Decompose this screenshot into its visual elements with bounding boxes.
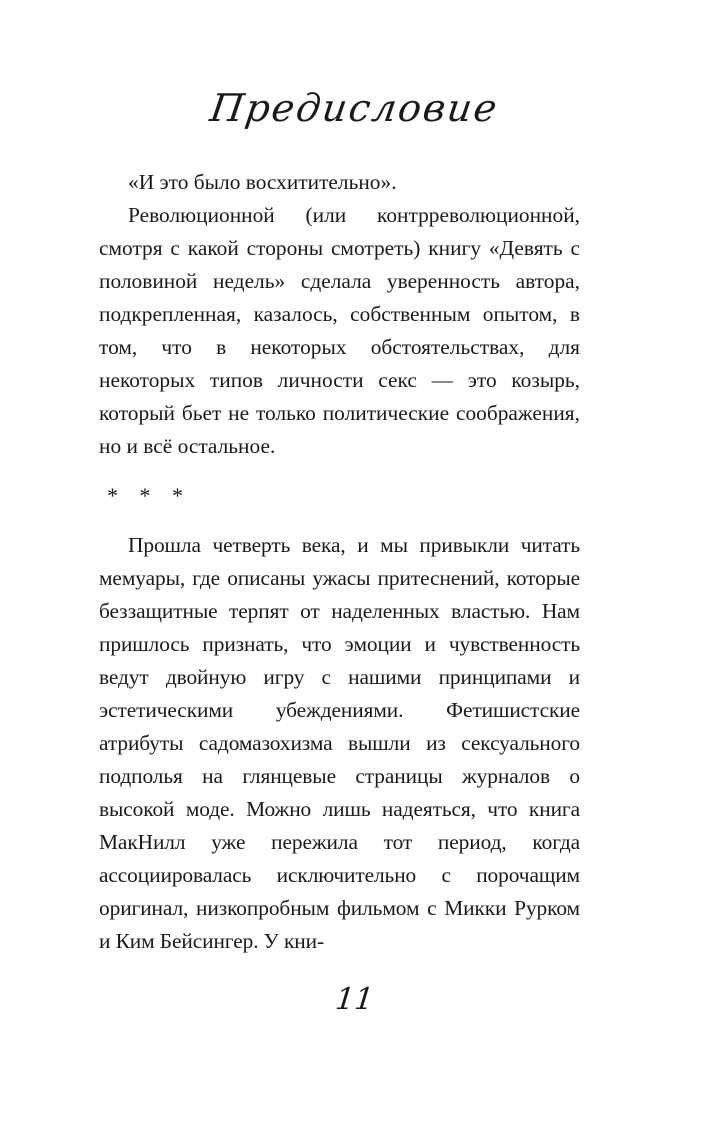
paragraph-quarter-century: Прошла четверть века, и мы привыкли читать мемуары, где описаны ужасы притеснений, которые беззащитные терпят от наделенных властью. Нам пришлось признать, что эмоции и чувственность ведут двойную игру с нашими принципами и эстетическими убеждениями. Фетишистские атрибуты садомазохизма вышли из сексуального подполья на глянцевые страницы журналов о высокой моде. Можно лишь надеяться, что книга МакНилл уже пережила тот период, когда ассоциировалась исключительно с порочащим оригинал, низкопробным фильмом с Микки Рурком и Ким Бейсингер. У кни- [99,533,580,953]
section-separator: * * * [107,483,191,508]
paragraph-revolutionary: Революционной (или контрреволюционной, смотря с какой стороны смотреть) книгу «Девять с половиной недель» сделала уверенность автора, подкрепленная, казалось, собственным опытом, в том, что в некоторых обстоятельствах, для некоторых типов личности секс — это козырь, который бьет не только политические соображения, но и всё остальное. [99,203,580,458]
body-text [99,166,580,958]
chapter-heading: Предисловие [207,86,502,130]
paragraph-quote: «И это было восхитительно». [128,170,397,194]
page-number: 11 [333,982,376,1017]
